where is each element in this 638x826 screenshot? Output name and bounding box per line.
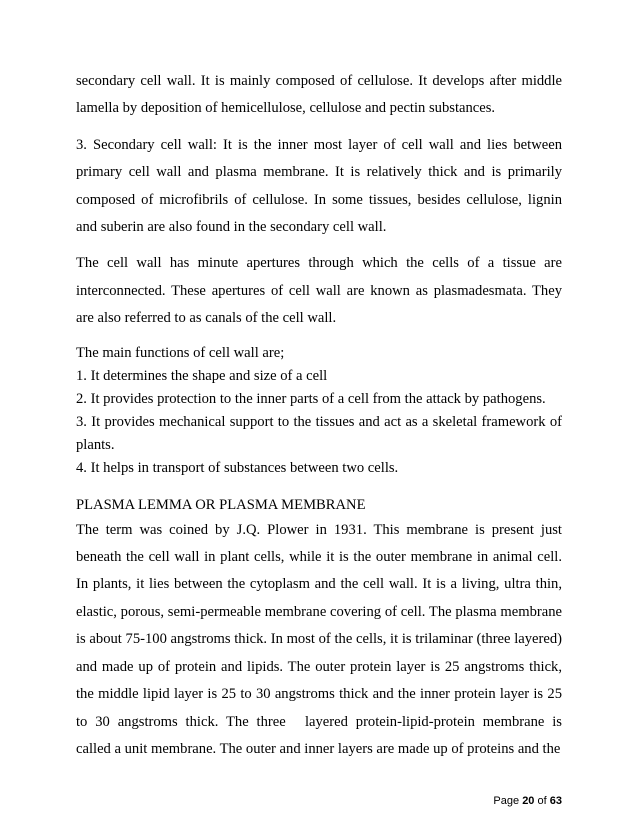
paragraph-plasma-membrane: The term was coined by J.Q. Plower in 1931. This membrane is present just beneath the cell wall in plant cells, while it is the outer membrane in animal cell. In plants, it lies between the cytoplasm and the cell wall. It is a living, ultra thin, elastic, porous, semi-permeable membrane covering of cell. The plasma membrane is about 75-100 angstroms thick. In most of the cells, it is trilaminar (three layered) and made up of protein and lipids. The outer protein layer is 25 angstroms thick, the middle lipid layer is 25 to 30 angstroms thick and the inner protein layer is 25 to 30 angstroms thick. The three layered protein-lipid-protein membrane is called a unit membrane. The outer and inner layers are made up of proteins and the [76,521,562,757]
function-item-4: 4. It helps in transport of substances between two cells. [76,459,399,476]
section-heading: PLASMA LEMMA OR PLASMA MEMBRANE [76,496,366,513]
paragraph-plasmadesmata: The cell wall has minute apertures through which the cells of a tissue are interconnected. These apertures of cell wall are known as plasmadesmata. They are also referred to as canals of the cell wall. [76,255,562,327]
page-content [76,68,562,763]
function-item-3: 3. It provides mechanical support to the tissues and act as a skeletal framework of plants. [76,413,562,453]
function-item-1: 1. It determines the shape and size of a cell [76,367,328,384]
of-label: of [537,795,547,807]
page-footer [493,795,562,807]
page-number: 20 [522,795,535,807]
functions-intro: The main functions of cell wall are; [76,344,285,361]
function-item-2: 2. It provides protection to the inner parts of a cell from the attack by pathogens. [76,390,546,407]
total-pages: 63 [549,795,562,807]
page-label: Page [493,795,520,807]
paragraph-secondary-cell-wall-end: secondary cell wall. It is mainly composed of cellulose. It develops after middle lamella by deposition of hemicellulose, cellulose and pectin substances. [76,73,562,117]
functions-list [76,342,562,480]
paragraph-secondary-cell-wall: 3. Secondary cell wall: It is the inner most layer of cell wall and lies between primary cell wall and plasma membrane. It is relatively thick and is primarily composed of microfibrils of cellulose. In some tissues, besides cellulose, lignin and suberin are also found in the secondary cell wall. [76,136,562,236]
